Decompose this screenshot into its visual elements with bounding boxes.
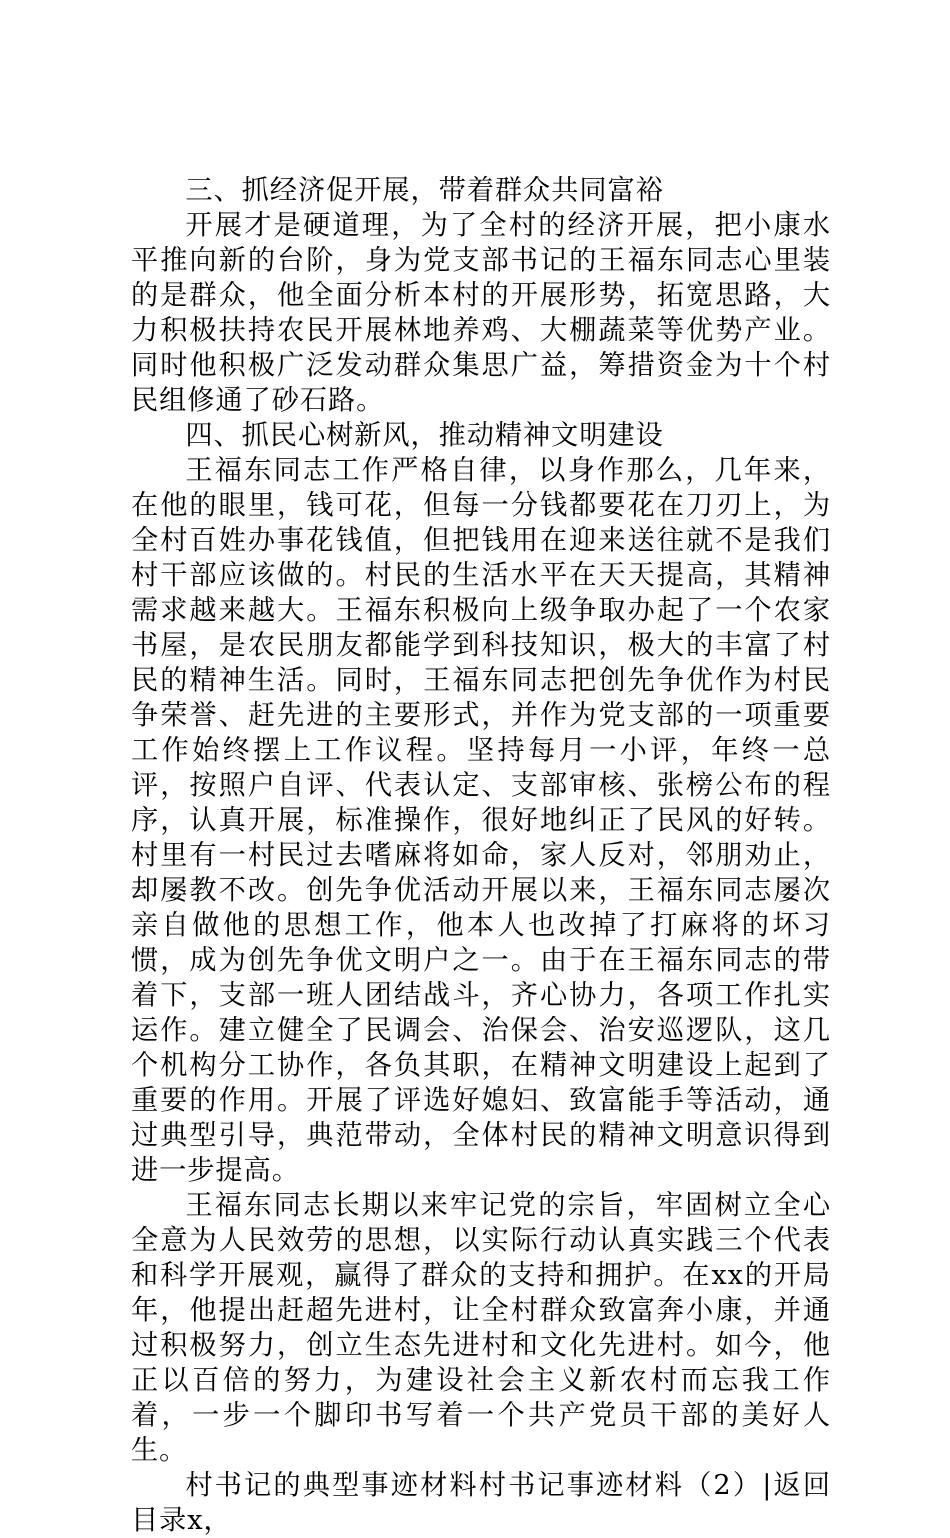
section-heading-3: 三、抓经济促开展，带着群众共同富裕: [185, 175, 664, 206]
document-body: [131, 173, 831, 1538]
paragraph-summary: 王福东同志长期以来牢记党的宗旨，牢固树立全心全意为人民效劳的思想，以实际行动认真实践三个代表和科学开展观，赢得了群众的支持和拥护。在xx的开局年，他提出赶超先进村，让全村群众致富奔小康，并通过积极努力，创立生态先进村和文化先进村。如今，他正以百倍的努力，为建设社会主义新农村而忘我工作着，一步一个脚印书写着一个共产党员干部的美好人生。: [131, 1190, 831, 1466]
paragraph-next-title: 村书记的典型事迹材料村书记事迹材料（2）|返回目录x，: [131, 1470, 831, 1536]
paragraph-civilization: 王福东同志工作严格自律，以身作那么，几年来，在他的眼里，钱可花，但每一分钱都要花在刀刃上，为全村百姓办事花钱值，但把钱用在迎来送往就不是我们村干部应该做的。村民的生活水平在天天提高，其精神需求越来越大。王福东积极向上级争取办起了一个农家书屋，是农民朋友都能学到科技知识，极大的丰富了村民的精神生活。同时，王福东同志把创先争优作为村民争荣誉、赶先进的主要形式，并作为党支部的一项重要工作始终摆上工作议程。坚持每月一小评，年终一总评，按照户自评、代表认定、支部审核、张榜公布的程序，认真开展，标准操作，很好地纠正了民风的好转。村里有一村民过去嗜麻将如命，家人反对，邻朋劝止，却屡教不改。创先争优活动开展以来，王福东同志屡次亲自做他的思想工作，他本人也改掉了打麻将的坏习惯，成为创先争优文明户之一。由于在王福东同志的带着下，支部一班人团结战斗，齐心协力，各项工作扎实运作。建立健全了民调会、治保会、治安巡逻队，这几个机构分工协作，各负其职，在精神文明建设上起到了重要的作用。开展了评选好媳妇、致富能手等活动，通过典型引导，典范带动，全体村民的精神文明意识得到进一步提高。: [131, 455, 831, 1186]
section-heading-4: 四、抓民心树新风，推动精神文明建设: [185, 420, 664, 451]
paragraph-economy: 开展才是硬道理，为了全村的经济开展，把小康水平推向新的台阶，身为党支部书记的王福东同志心里装的是群众，他全面分析本村的开展形势，拓宽思路，大力积极扶持农民开展林地养鸡、大棚蔬菜等优势产业。同时他积极广泛发动群众集思广益，筹措资金为十个村民组修通了砂石路。: [131, 210, 831, 416]
